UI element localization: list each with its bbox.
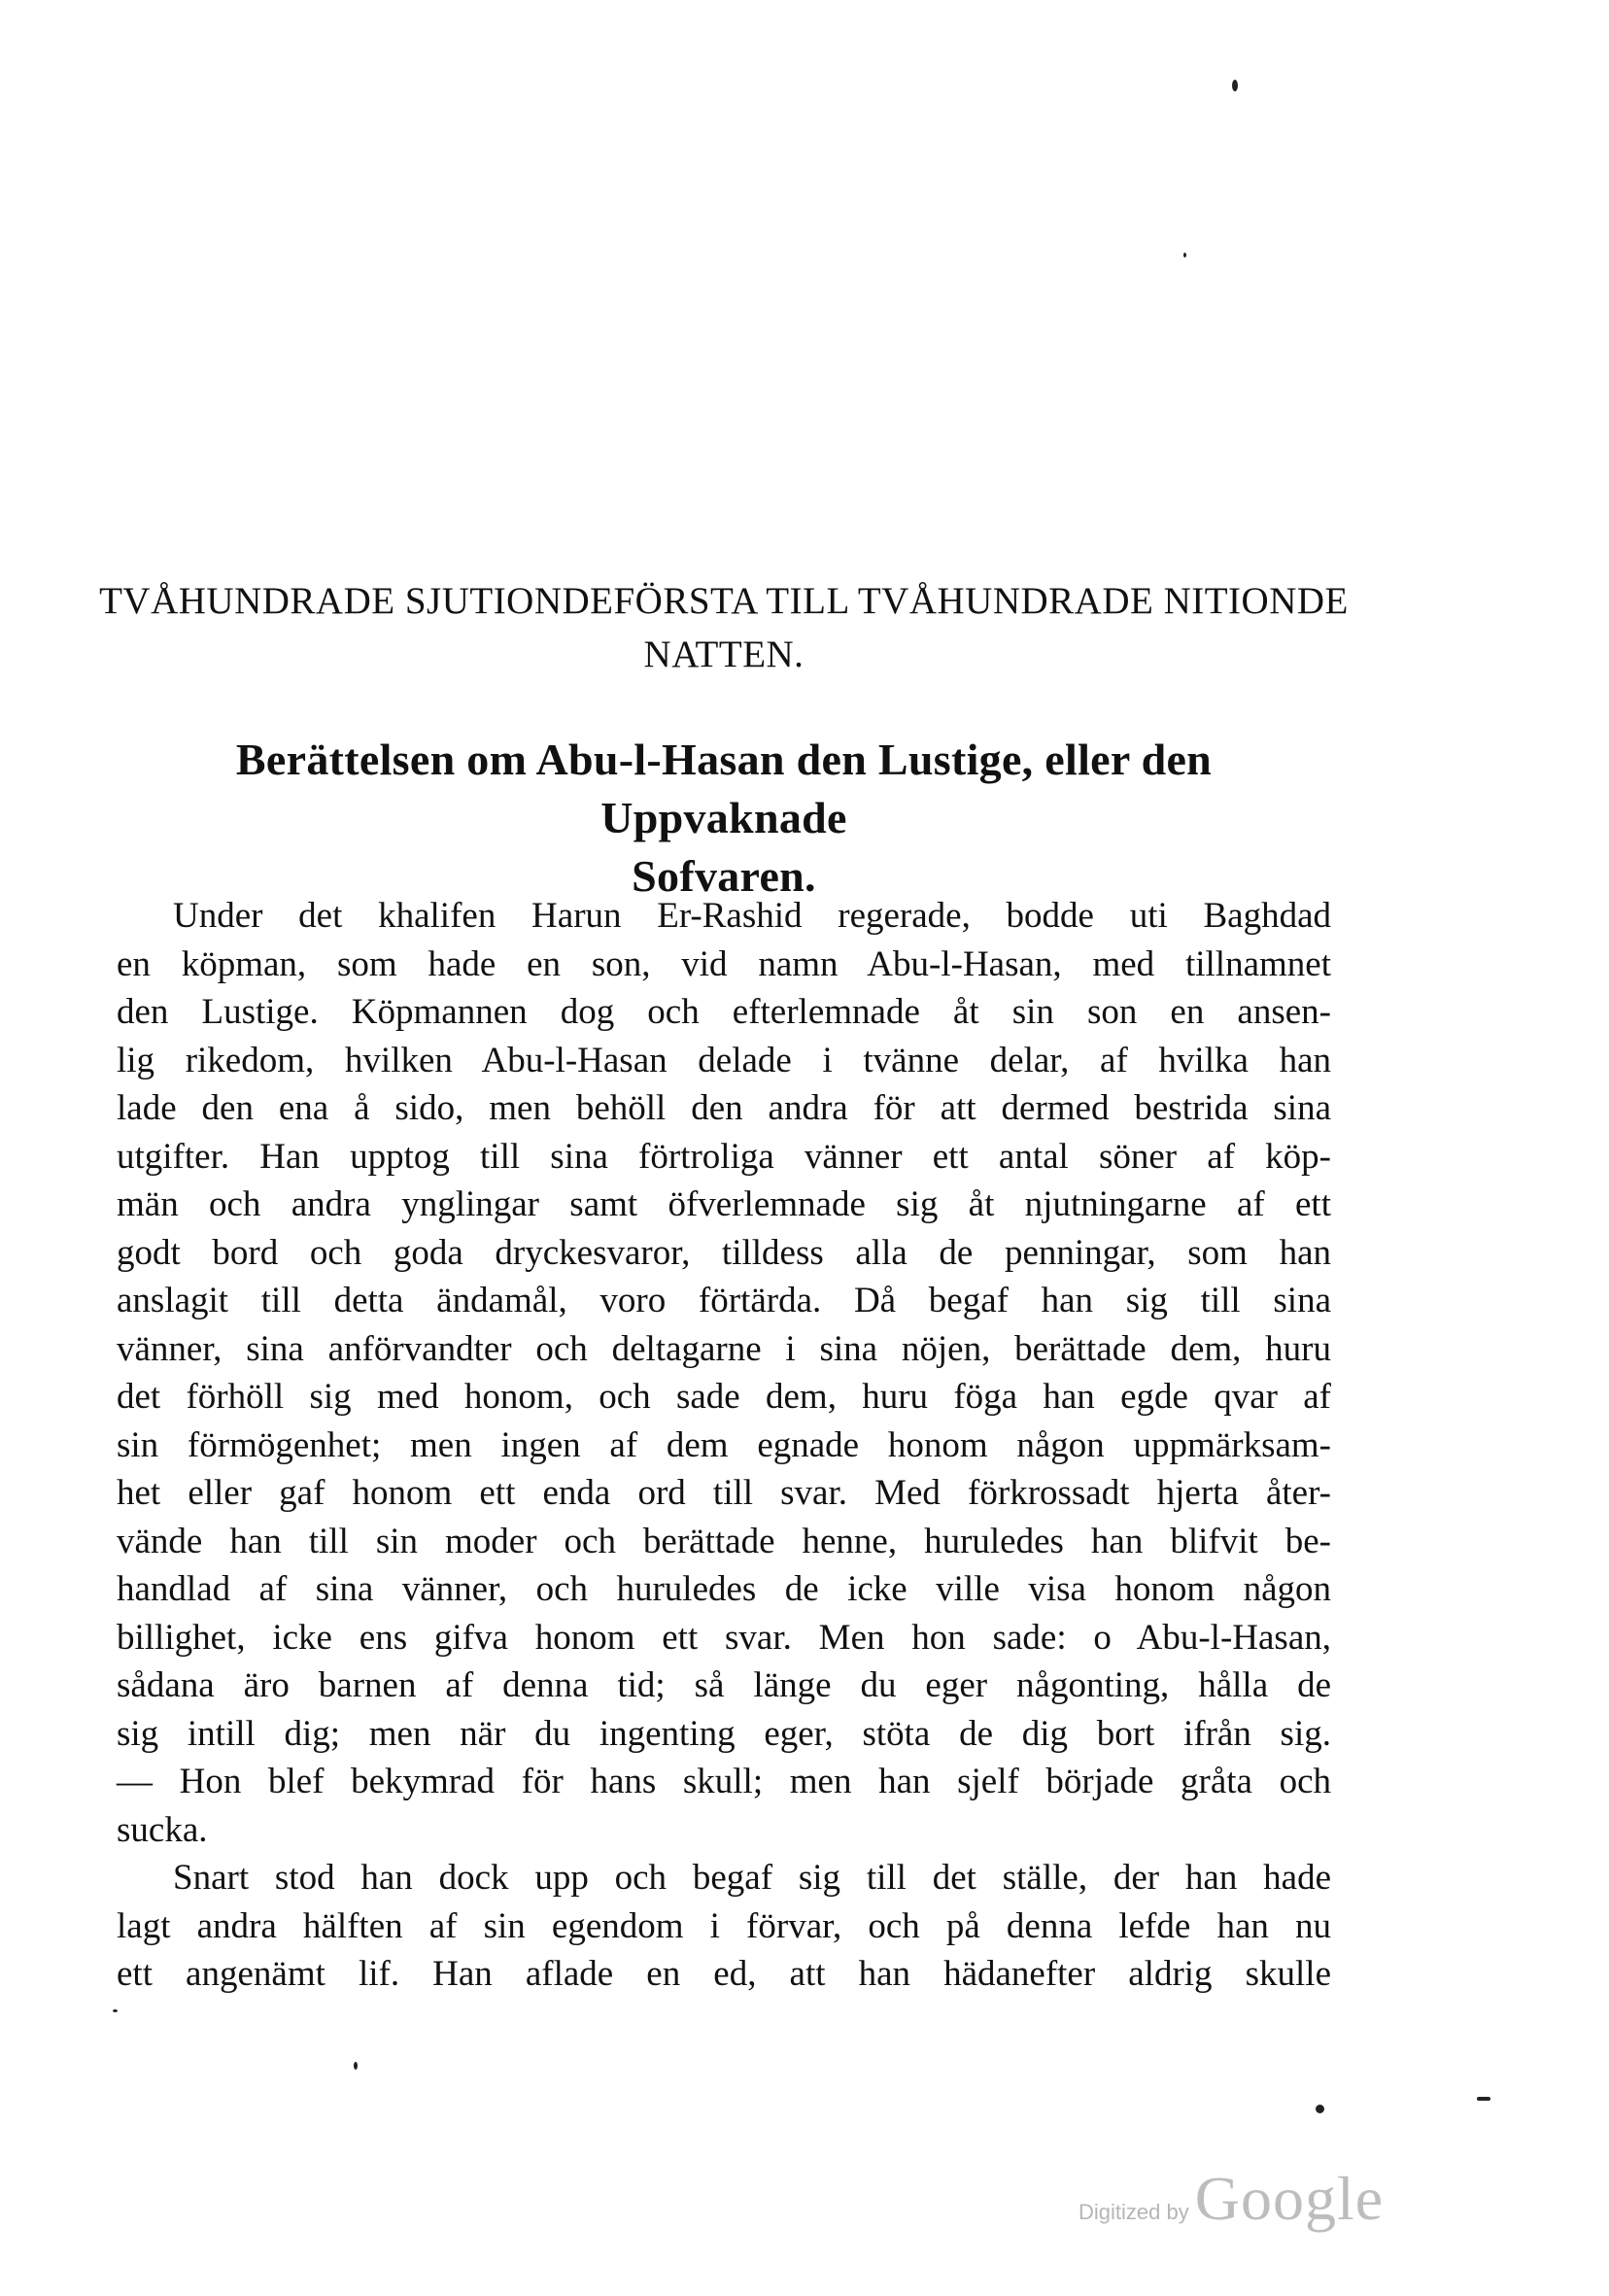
story-title <box>117 731 1331 905</box>
google-logo: Google <box>1194 2164 1385 2233</box>
text-line: utgifter. Han upptog till sina förtroliga vänner ett antal söner af köp- <box>117 1136 1331 1177</box>
text-line: vänner, sina anförvandter och deltagarne i sina nöjen, berättade dem, huru <box>117 1328 1331 1369</box>
text-line: lagt andra hälften af sin egendom i förvar, och på denna lefde han nu <box>117 1905 1331 1946</box>
scan-speck <box>354 2062 358 2070</box>
text-line: godt bord och goda dryckesvaror, tilldess alla de penningar, som han <box>117 1232 1331 1273</box>
story-title-line: Berättelsen om Abu-l-Hasan den Lustige, eller den Uppvaknade <box>235 735 1213 842</box>
body-text <box>117 892 1331 1999</box>
watermark-prefix: Digitized by <box>1078 2200 1189 2224</box>
text-line: het eller gaf honom ett enda ord till svar. Med förkrossadt hjerta åter- <box>117 1473 1331 1513</box>
text-line: det förhöll sig med honom, och sade dem, huru föga han egde qvar af <box>117 1377 1331 1417</box>
story-title-line: Sofvaren. <box>632 850 816 901</box>
text-line: sucka. <box>117 1809 208 1850</box>
text-line: — Hon blef bekymrad för hans skull; men han sjelf började gråta och <box>117 1762 1331 1801</box>
text-line: vände han till sin moder och berättade henne, huruledes han blifvit be- <box>117 1521 1331 1561</box>
chapter-heading <box>97 575 1351 681</box>
text-line: lig rikedom, hvilken Abu-l-Hasan delade i tvänne delar, af hvilka han <box>117 1040 1331 1080</box>
text-line: lade den ena å sido, men behöll den andra för att dermed bestrida sina <box>117 1088 1331 1128</box>
text-line: Under det khalifen Harun Er-Rashid regerade, bodde uti Baghdad <box>173 896 1331 936</box>
text-line: sin förmögenhet; men ingen af dem egnade honom någon uppmärksam- <box>117 1424 1331 1465</box>
text-line: den Lustige. Köpmannen dog och efterlemnade åt sin son en ansen- <box>117 992 1331 1032</box>
scan-speck <box>1232 80 1238 91</box>
chapter-heading-line: TVÅHUNDRADE SJUTIONDEFÖRSTA TILL TVÅHUNDRADE NITIONDE <box>99 580 1349 622</box>
text-line: män och andra ynglingar samt öfverlemnade sig åt njutningarne af ett <box>117 1184 1331 1224</box>
chapter-heading-line: NATTEN. <box>643 633 804 675</box>
text-line: en köpman, som hade en son, vid namn Abu-l-Hasan, med tillnamnet <box>117 943 1331 984</box>
scan-speck <box>113 2009 118 2012</box>
text-line: anslagit till detta ändamål, voro förtärda. Då begaf han sig till sina <box>117 1281 1331 1320</box>
text-line: sig intill dig; men när du ingenting eger, stöta de dig bort ifrån sig. <box>117 1713 1331 1754</box>
text-line: handlad af sina vänner, och huruledes de icke ville visa honom någon <box>117 1569 1331 1609</box>
digitized-by-watermark <box>1078 2163 1384 2235</box>
text-line: sådana äro barnen af denna tid; så länge du eger någonting, hålla de <box>117 1665 1331 1705</box>
scan-speck <box>1316 2105 1324 2113</box>
text-line: billighet, icke ens gifva honom ett svar. Men hon sade: o Abu-l-Hasan, <box>117 1617 1331 1658</box>
text-line: Snart stod han dock upp och begaf sig till det ställe, der han hade <box>173 1858 1331 1898</box>
scan-speck <box>1477 2097 1490 2101</box>
text-line: ett angenämt lif. Han aflade en ed, att han hädanefter aldrig skulle <box>117 1954 1331 1994</box>
scan-speck <box>1183 253 1186 257</box>
